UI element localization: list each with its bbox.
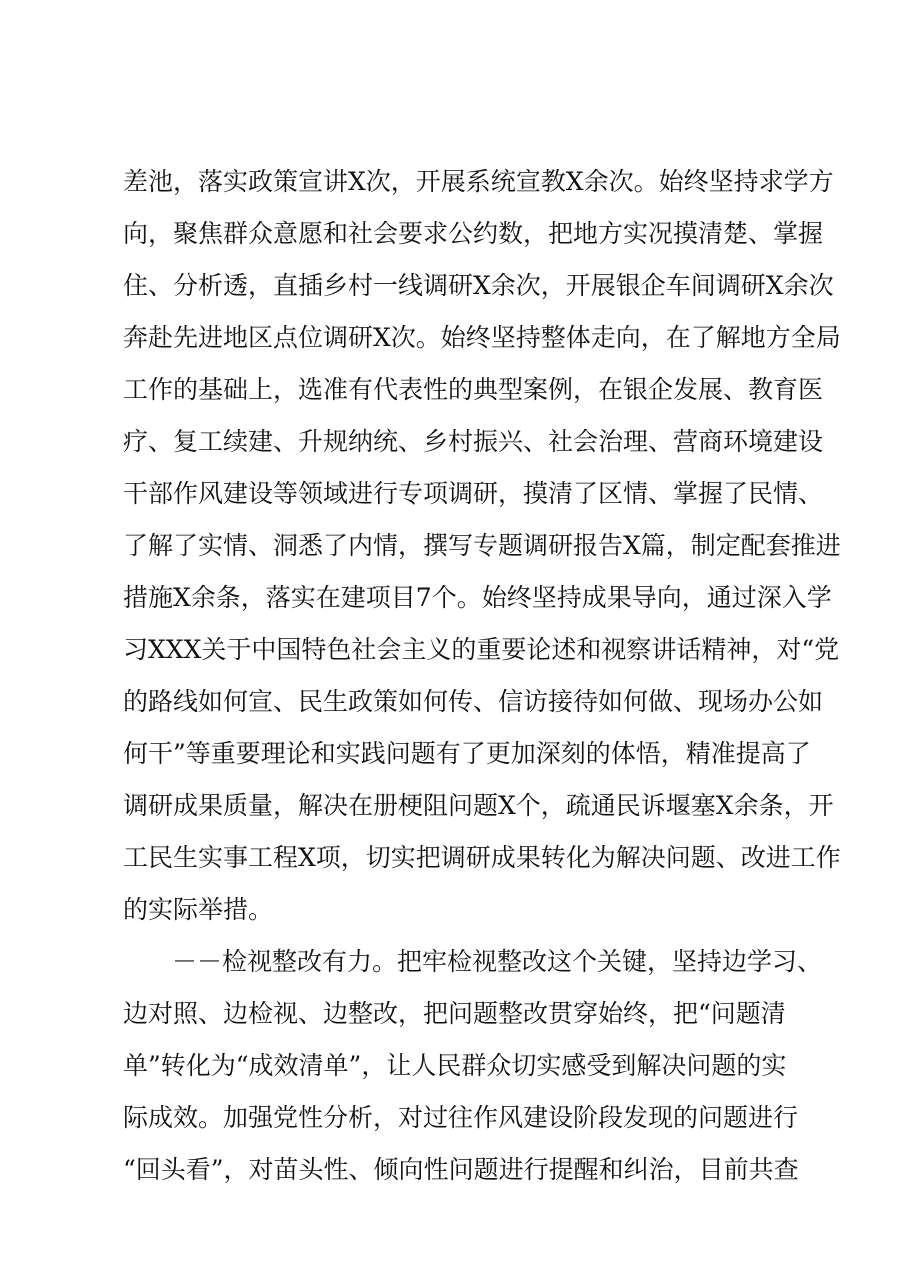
text-line: 工作的基础上，选准有代表性的典型案例，在银企发展、教育医: [123, 375, 824, 404]
text-line: 工民生实事工程X项，切实把调研成果转化为解决问题、改进工作: [123, 843, 841, 872]
text-line: 的路线如何宣、民生政策如何传、信访接待如何做、现场办公如: [123, 687, 824, 716]
text-line: 际成效。加强党性分析，对过往作风建设阶段发现的问题进行: [123, 1103, 799, 1132]
text-line: 干部作风建设等领域进行专项调研，摸清了区情、掌握了民情、: [123, 479, 824, 508]
text-line: 措施X余条，落实在建项目7个。始终坚持成果导向，通过深入学: [123, 583, 832, 612]
text-line: 疗、复工续建、升规纳统、乡村振兴、社会治理、营商环境建设: [123, 427, 824, 456]
text-line: 习XXX关于中国特色社会主义的重要论述和视察讲话精神，对“党: [123, 635, 840, 664]
text-line: 差池，落实政策宣讲X次，开展系统宣教X余次。始终坚持求学方: [123, 167, 834, 196]
text-line: 向，聚焦群众意愿和社会要求公约数，把地方实况摸清楚、掌握: [123, 219, 824, 248]
text-line: 单”转化为“成效清单”，让人民群众切实感受到解决问题的实: [123, 1051, 787, 1080]
text-line: 住、分析透，直插乡村一线调研X余次，开展银企车间调研X余次: [123, 271, 834, 300]
text-line: 何干”等重要理论和实践问题有了更加深刻的体悟，精准提高了: [123, 739, 811, 768]
text-line: 调研成果质量，解决在册梗阻问题X个，疏通民诉堰塞X余条，开: [123, 791, 834, 820]
text-line: 的实际举措。: [123, 895, 274, 924]
text-line: －－检视整改有力。把牢检视整改这个关键，坚持边学习、: [172, 947, 823, 976]
text-line: “回头看”，对苗头性、倾向性问题进行提醒和纠治，目前共查: [123, 1155, 799, 1184]
text-line: 奔赴先进地区点位调研X次。始终坚持整体走向，在了解地方全局: [123, 323, 841, 352]
text-line: 边对照、边检视、边整改，把问题整改贯穿始终，把“问题清: [123, 999, 786, 1028]
text-line: 了解了实情、洞悉了内情，撰写专题调研报告X篇，制定配套推进: [123, 531, 841, 560]
